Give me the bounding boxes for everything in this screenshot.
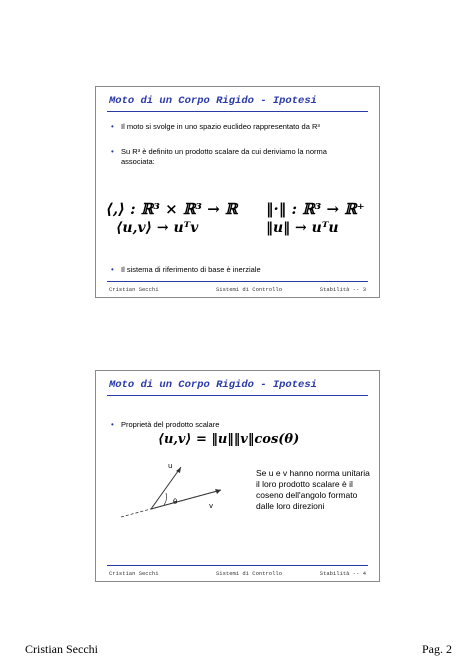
footer-rule bbox=[107, 565, 368, 566]
unit-vector-explanation: Se u e v hanno norma unitaria il loro prodotto scalare è il coseno dell'angolo formato dalle loro direzioni bbox=[256, 468, 370, 511]
slide-3 bbox=[95, 86, 380, 298]
label-v: v bbox=[209, 502, 214, 510]
footer-author: Cristian Secchi bbox=[109, 570, 159, 577]
bullet-text: Il sistema di riferimento di base è inerziale bbox=[121, 265, 261, 274]
footer-course: Sistemi di Controllo bbox=[216, 286, 283, 293]
bullet-icon: • bbox=[111, 122, 114, 131]
title-rule bbox=[107, 395, 368, 396]
bullet-icon: • bbox=[111, 420, 114, 429]
angle-arc bbox=[164, 493, 167, 505]
page-number: Pag. 2 bbox=[422, 642, 452, 656]
inner-product-mapping: ⟨u,v⟩ → uᵀv bbox=[116, 220, 199, 236]
bullet-icon: • bbox=[111, 147, 114, 156]
norm-definition: ‖·‖ : ℝ³ → ℝ⁺ bbox=[266, 200, 365, 218]
footer-page-number: Stabilità -- 4 bbox=[319, 570, 366, 577]
footer-author: Cristian Secchi bbox=[109, 286, 159, 293]
label-theta: θ bbox=[173, 498, 178, 506]
page-author: Cristian Secchi bbox=[25, 642, 98, 656]
bullet-icon: • bbox=[111, 265, 114, 274]
inner-product-definition: ⟨,⟩ : ℝ³ × ℝ³ → ℝ bbox=[106, 200, 238, 218]
label-u: u bbox=[168, 462, 173, 470]
norm-mapping: ‖u‖ → uᵀu bbox=[266, 220, 339, 236]
slide-title: Moto di un Corpo Rigido - Ipotesi bbox=[109, 95, 317, 107]
vector-angle-diagram bbox=[116, 459, 231, 529]
footer-page-number: Stabilità -- 3 bbox=[319, 286, 366, 293]
title-rule bbox=[107, 111, 368, 112]
slide-title: Moto di un Corpo Rigido - Ipotesi bbox=[109, 379, 317, 391]
scalar-product-property: ⟨u,v⟩ = ‖u‖‖v‖cos(θ) bbox=[158, 432, 300, 447]
footer-course: Sistemi di Controllo bbox=[216, 570, 283, 577]
bullet-text: Su R³ è definito un prodotto scalare da cui deriviamo la norma associata: bbox=[121, 147, 327, 166]
footer-rule bbox=[107, 281, 368, 282]
bullet-text: Proprietà del prodotto scalare bbox=[121, 420, 220, 429]
slide-4 bbox=[95, 370, 380, 582]
bullet-text: Il moto si svolge in uno spazio euclideo rappresentato da R³ bbox=[121, 122, 320, 131]
